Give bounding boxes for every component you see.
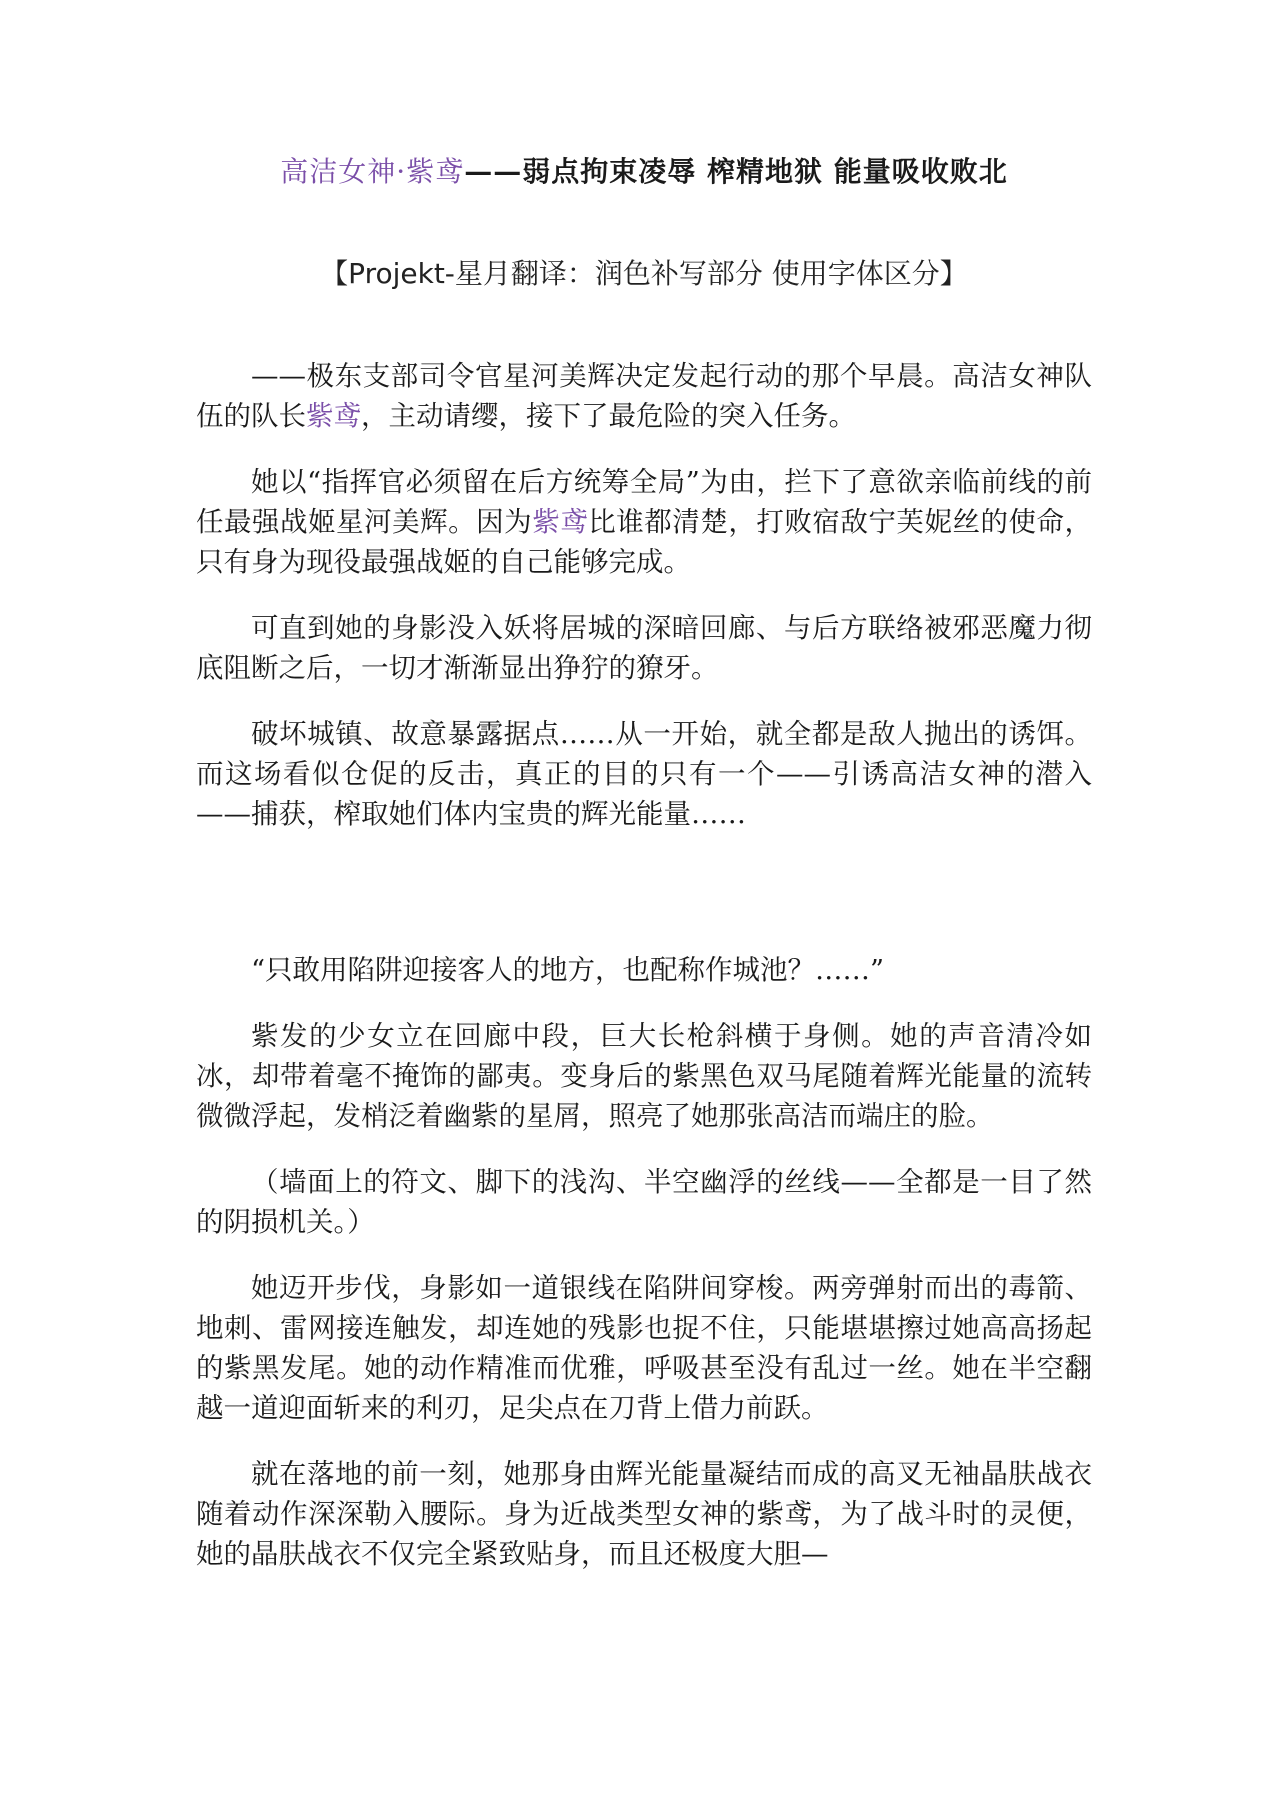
paragraph-4 — [196, 714, 1092, 834]
paragraph-text: 她迈开步伐，身影如一道银线在陷阱间穿梭。两旁弹射而出的毒箭、地刺、雷网接连触发，却连她的残影也捉不住，只能堪堪擦过她高高扬起的紫黑发尾。她的动作精准而优雅，呼吸甚至没有乱过一丝。她在半空翻越一道迎面斩来的利刃，足尖点在刀背上借力前跃。 — [196, 1272, 1092, 1424]
paragraph-7 — [196, 1162, 1092, 1242]
paragraph-text: 破坏城镇、故意暴露据点……从一开始，就全都是敌人抛出的诱饵。而这场看似仓促的反击，真正的目的只有一个——引诱高洁女神的潜入——捕获，榨取她们体内宝贵的辉光能量…… — [196, 718, 1092, 830]
paragraph-text: 比谁都清楚，打败宿敌宁芙妮丝的使命，只有身为现役最强战姬的自己能够完成。 — [196, 506, 1093, 578]
paragraph-1 — [196, 356, 1092, 436]
paragraph-8 — [196, 1268, 1092, 1428]
paragraph-text: 可直到她的身影没入妖将居城的深暗回廊、与后方联络被邪恶魔力彻底阻断之后，一切才渐渐显出狰狞的獠牙。 — [196, 612, 1092, 684]
paragraph-2 — [196, 462, 1092, 582]
highlight-name: 紫鸢 — [306, 400, 361, 432]
document-body — [196, 356, 1092, 1600]
paragraph-text: “只敢用陷阱迎接客人的地方，也配称作城池？……” — [251, 954, 885, 986]
paragraph-text: ——极东支部司令官星河美辉决定发起行动的那个早晨。高洁女神队伍的队长 — [196, 360, 1092, 432]
paragraph-text: （墙面上的符文、脚下的浅沟、半空幽浮的丝线——全都是一目了然的阴损机关。） — [196, 1166, 1092, 1238]
highlight-name: 紫鸢 — [532, 506, 589, 538]
document-title — [196, 150, 1092, 190]
paragraph-6 — [196, 1016, 1092, 1136]
paragraph-text: 紫发的少女立在回廊中段，巨大长枪斜横于身侧。她的声音清冷如冰，却带着毫不掩饰的鄙夷。变身后的紫黑色双马尾随着辉光能量的流转微微浮起，发梢泛着幽紫的星屑，照亮了她那张高洁而端庄的脸。 — [196, 1020, 1092, 1132]
paragraph-5 — [196, 950, 1092, 990]
paragraph-text: 她以“指挥官必须留在后方统筹全局”为由，拦下了意欲亲临前线的前任最强战姬星河美辉。因为 — [196, 466, 1092, 538]
paragraph-3 — [196, 608, 1092, 688]
paragraph-9 — [196, 1454, 1092, 1574]
paragraph-text: ，主动请缨，接下了最危险的突入任务。 — [361, 400, 856, 432]
title-accent: 高洁女神·紫鸢 — [280, 155, 465, 188]
document-subtitle: 【Projekt-星月翻译：润色补写部分 使用字体区分】 — [320, 257, 968, 290]
paragraph-text: 就在落地的前一刻，她那身由辉光能量凝结而成的高叉无袖晶肤战衣随着动作深深勒入腰际。身为近战类型女神的紫鸢，为了战斗时的灵便，她的晶肤战衣不仅完全紧致贴身，而且还极度大胆— — [196, 1458, 1092, 1570]
title-rest: ——弱点拘束凌辱 榨精地狱 能量吸收败北 — [464, 155, 1008, 188]
